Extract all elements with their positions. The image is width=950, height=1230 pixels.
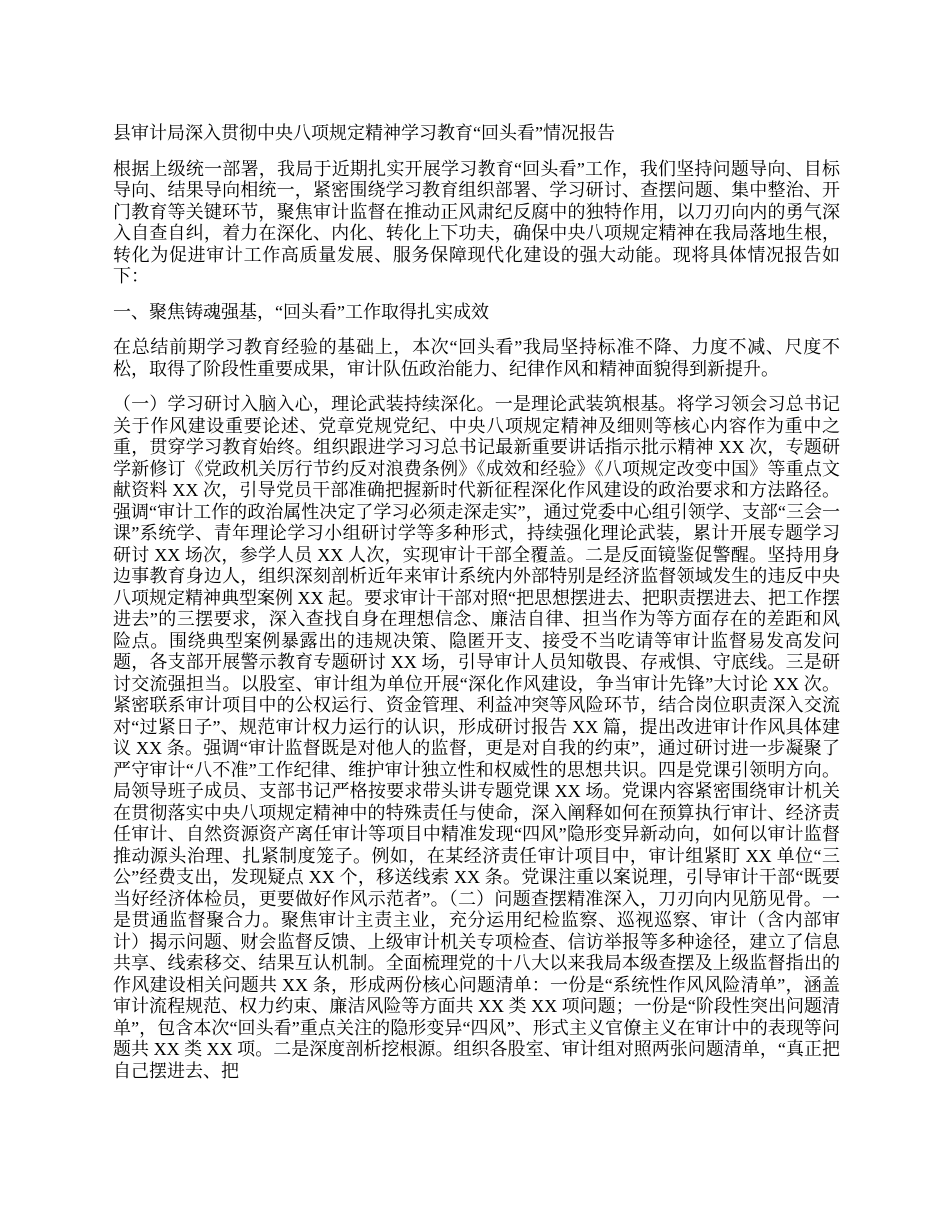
paragraph-section1-body: （一）学习研讨入脑入心，理论武装持续深化。一是理论武装筑根基。将学习领会习总书记关于作风建设重要论述、党章党规党纪、中央八项规定精神及细则等核心内容作为重中之重，贯穿学习教育始终。组织跟进学习习总书记最新重要讲话指示批示精神 XX 次，专题研学新修订《党政机关厉行节约反对浪费条例》《成效和经验》《八项规定改变中国》等重点文献资料 XX 次，引导党员干部准确把握新时代新征程深化作风建设的政治要求和方法路径。强调“审计工作的政治属性决定了学习必须走深走实”，通过党委中心组引领学、支部“三会一课”系统学、青年理论学习小组研讨学等多种形式，持续强化理论武装，累计开展专题学习研讨 XX 场次，参学人员 XX 人次，实现审计干部全覆盖。二是反面镜鉴促警醒。坚持用身边事教育身边人，组织深刻剖析近年来审计系统内外部特别是经济监督领域发生的违反中央八项规定精神典型案例 XX 起。要求审计干部对照“把思想摆进去、把职责摆进去、把工作摆进去”的三摆要求，深入查找自身在理想信念、廉洁自律、担当作为等方面存在的差距和风险点。围绕典型案例暴露出的违规决策、隐匿开支、接受不当吃请等审计监督易发高发问题，各支部开展警示教育专题研讨 XX 场，引导审计人员知敬畏、存戒惧、守底线。三是研讨交流强担当。以股室、审计组为单位开展“深化作风建设，争当审计先锋”大讨论 XX 次。紧密联系审计项目中的公权运行、资金管理、利益冲突等风险环节，结合岗位职责深入交流对“过紧日子”、规范审计权力运行的认识，形成研讨报告 XX 篇，提出改进审计作风具体建议 XX 条。强调“审计监督既是对他人的监督，更是对自我的约束”，通过研讨进一步凝聚了严守审计“八不准”工作纪律、维护审计独立性和权威性的思想共识。四是党课引领明方向。局领导班子成员、支部书记严格按要求带头讲专题党课 XX 场。党课内容紧密围绕审计机关在贯彻落实中央八项规定精神中的特殊责任与使命，深入阐释如何在预算执行审计、经济责任审计、自然资源资产离任审计等项目中精准发现“四风”隐形变异新动向，如何以审计监督推动源头治理、扎紧制度笼子。例如，在某经济责任审计项目中，审计组紧盯 XX 单位“三公”经费支出，发现疑点 XX 个，移送线索 XX 条。党课注重以案说理，引导审计干部“既要当好经济体检员，更要做好作风示范者”。（二）问题查摆精准深入，刀刃向内见筋见骨。一是贯通监督聚合力。聚焦审计主责主业，充分运用纪检监察、巡视巡察、审计（含内部审计）揭示问题、财会监督反馈、上级审计机关专项检查、信访举报等多种途径，建立了信息共享、线索移交、结果互认机制。全面梳理党的十八大以来我局本级查摆及上级监督指出的作风建设相关问题共 XX 条，形成两份核心问题清单：一份是“系统性作风风险清单”，涵盖审计流程规范、权力约束、廉洁风险等方面共 XX 类 XX 项问题；一份是“阶段性突出问题清单”，包含本次“回头看”重点关注的隐形变异“四风”、形式主义官僚主义在审计中的表现等问题共 XX 类 XX 项。二是深度剖析挖根源。组织各股室、审计组对照两张问题清单，“真正把自己摆进去、把 bbox=[113, 394, 840, 1081]
paragraph-section1-intro: 在总结前期学习教育经验的基础上，本次“回头看”我局坚持标准不降、力度不减、尺度不松，取得了阶段性重要成果，审计队伍政治能力、纪律作风和精神面貌得到新提升。 bbox=[113, 337, 840, 379]
section-1-heading: 一、聚焦铸魂强基，“回头看”工作取得扎实成效 bbox=[113, 301, 489, 322]
paragraph-intro: 根据上级统一部署，我局于近期扎实开展学习教育“回头看”工作，我们坚持问题导向、目标导向、结果导向相统一，紧密围绕学习教育组织部署、学习研讨、查摆问题、集中整治、开门教育等关键环节，聚焦审计监督在推动正风肃纪反腐中的独特作用，以刀刃向内的勇气深入自查自纠，着力在深化、内化、转化上下功夫，确保中央八项规定精神在我局落地生根，转化为促进审计工作高质量发展、服务保障现代化建设的强大动能。现将具体情况报告如下： bbox=[113, 158, 840, 286]
document-title: 县审计局深入贯彻中央八项规定精神学习教育“回头看”情况报告 bbox=[113, 123, 615, 143]
